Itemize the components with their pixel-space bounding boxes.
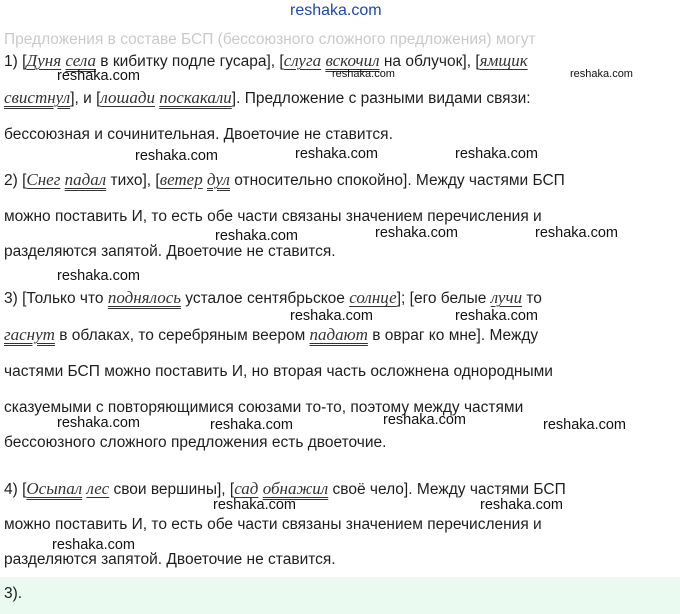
watermark: reshaka.com (52, 537, 136, 553)
watermark: reshaka.com (375, 225, 459, 241)
faded-header: Предложения в составе БСП (бессоюзного сложного предложения) могут (4, 31, 536, 48)
watermark: reshaka.com (57, 268, 141, 284)
item1-line1: 1) [Дуня села в кибитку подле гусара], [слуга вскочил на облучок], [ямщик (4, 51, 528, 70)
item1-line3: бессоюзная и сочинительная. Двоеточие не ставится. (4, 126, 393, 143)
predicate-word: обнажил (262, 479, 329, 498)
watermark: reshaka.com (290, 308, 374, 324)
item3-line1: 3) [Только что поднялось усталое сентябрьское солнце]; [его белые лучи то (4, 288, 542, 307)
item2-line1: 2) [Снег падал тихо], [ветер дул относительно спокойно]. Между частями БСП (4, 170, 565, 189)
watermark: reshaka.com (535, 225, 619, 241)
predicate-word: вскочил (325, 51, 380, 70)
predicate-word: свистнул (4, 88, 71, 107)
subject-word: лес (86, 479, 110, 498)
subject-word: лучи (490, 288, 523, 307)
item3-line5: бессоюзного сложного предложения есть двоеточие. (4, 434, 387, 451)
predicate-word: падают (309, 325, 368, 344)
item3-line2: гаснут в облаках, то серебряным веером падают в овраг ко мне]. Между (4, 325, 539, 344)
item4-line1: 4) [Осыпал лес свои вершины], [сад обнажил своё чело]. Между частями БСП (4, 479, 566, 498)
predicate-word: Осыпал (26, 479, 83, 498)
predicate-word: гаснут (4, 325, 55, 344)
watermark: reshaka.com (480, 497, 564, 513)
subject-word: сад (234, 479, 259, 498)
watermark: reshaka.com (215, 228, 299, 244)
watermark: reshaka.com (543, 417, 627, 433)
watermark: reshaka.com (383, 412, 467, 428)
subject-word: Дуня (26, 51, 62, 70)
predicate-word: поскакали (159, 88, 232, 107)
item3-line4: сказуемыми с повторяющимися союзами то-то, поэтому между частями (4, 399, 524, 416)
item3-line3: частями БСП можно поставить И, но вторая часть осложнена однородными (4, 363, 553, 380)
predicate-word: поднялось (107, 288, 181, 307)
watermark-top: reshaka.com (290, 2, 382, 19)
answer-text: 3). (4, 585, 23, 602)
watermark: reshaka.com (332, 68, 395, 80)
subject-word: слуга (283, 51, 322, 70)
subject-word: Снег (26, 170, 61, 189)
watermark: reshaka.com (295, 146, 379, 162)
watermark: reshaka.com (57, 415, 141, 431)
subject-word: ямщик (479, 51, 528, 70)
watermark: reshaka.com (213, 497, 297, 513)
watermark: reshaka.com (570, 68, 633, 80)
subject-word: солнце (349, 288, 397, 307)
watermark: reshaka.com (455, 308, 539, 324)
predicate-word: падал (64, 170, 107, 189)
watermark: reshaka.com (57, 68, 141, 84)
item2-line3: разделяются запятой. Двоеточие не ставится. (4, 243, 336, 260)
subject-word: лошади (100, 88, 155, 107)
watermark: reshaka.com (455, 146, 539, 162)
watermark: reshaka.com (135, 148, 219, 164)
answer-bar (0, 577, 680, 614)
predicate-word: села (65, 51, 96, 70)
item2-line2: можно поставить И, то есть обе части связаны значением перечисления и (4, 208, 542, 225)
item1-line2: свистнул], и [лошади поскакали]. Предложение с разными видами связи: (4, 88, 531, 107)
predicate-word: дул (207, 170, 230, 189)
item4-line3: разделяются запятой. Двоеточие не ставится. (4, 551, 336, 568)
item4-line2: можно поставить И, то есть обе части связаны значением перечисления и (4, 516, 542, 533)
subject-word: ветер (159, 170, 203, 189)
watermark: reshaka.com (210, 417, 294, 433)
